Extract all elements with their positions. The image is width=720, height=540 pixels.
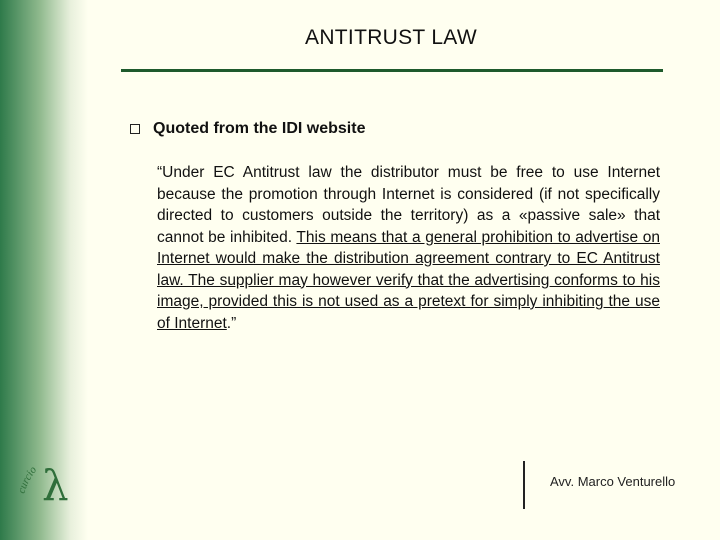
quote-end: .” (226, 314, 237, 332)
bullet-item (130, 120, 365, 138)
logo-text: curcio (15, 464, 40, 495)
page-title: ANTITRUST LAW (305, 26, 477, 49)
bullet-heading: Quoted from the IDI website (153, 120, 366, 137)
lambda-glyph: λ (42, 461, 69, 508)
author-name: Avv. Marco Venturello (550, 474, 676, 489)
quote-text: “Under EC Antitrust law the distributor must be free to use Internet because the promotion through Internet is considered (if not specifically directed to customers outside the territory) as a «passive sale» that cannot be inhibited. (157, 164, 660, 246)
svg-text:curcio (15, 464, 39, 495)
title-divider (121, 69, 663, 72)
checkbox-square-icon (130, 124, 140, 134)
curcio-logo (14, 448, 74, 508)
footer-divider (523, 461, 525, 509)
quote-paragraph (157, 162, 660, 334)
quote-underlined-text: This means that a general prohibition to advertise on Internet would make the distribution agreement contrary to EC Antitrust law. The supplier may however verify that the advertising conforms to his image, provided this is not used as a pretext for simply inhibiting the use of Internet (157, 228, 660, 332)
